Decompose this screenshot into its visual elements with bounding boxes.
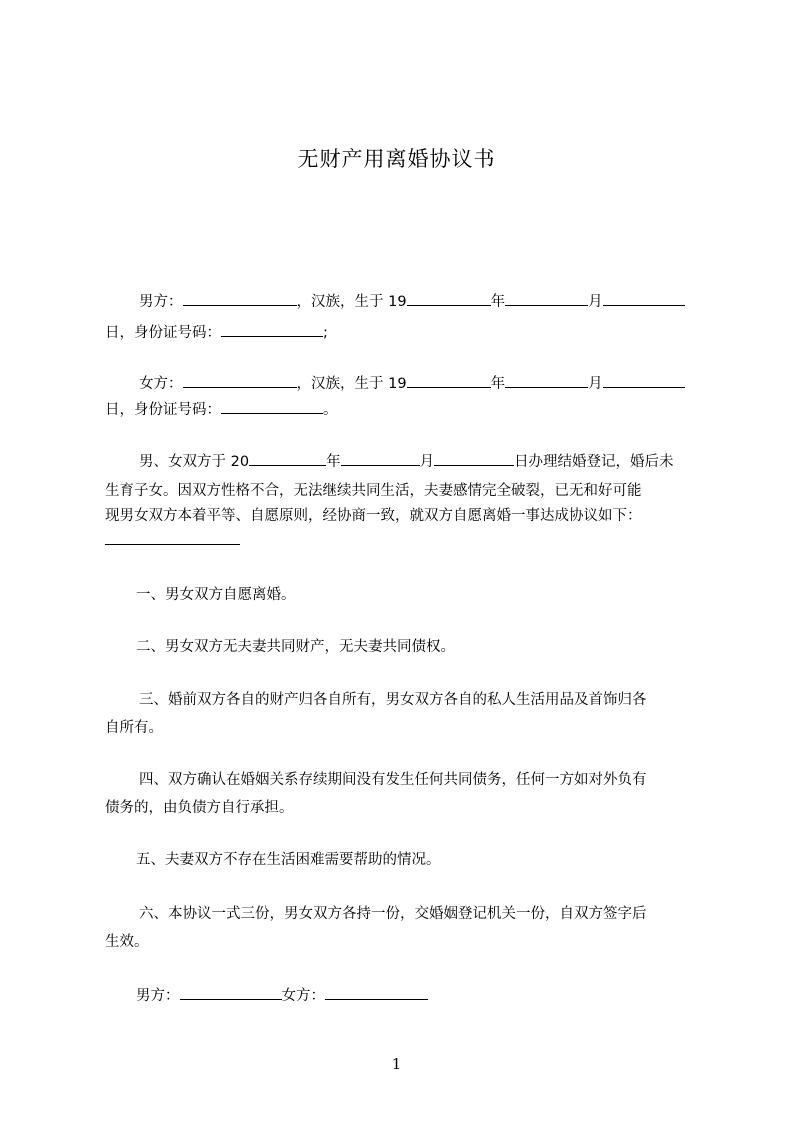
male-id-blank[interactable]	[221, 322, 323, 337]
female-month-label: 月	[588, 376, 603, 392]
female-ethnicity-text: ，汉族，生于 19	[296, 376, 407, 392]
female-year-label: 年	[490, 376, 506, 392]
page-number: 1	[391, 1055, 402, 1073]
male-birth-month-blank[interactable]	[505, 291, 588, 306]
male-year-label: 年	[490, 294, 506, 310]
male-id-label: 日，身份证号码：	[105, 325, 221, 341]
marriage-month-label: 月	[419, 454, 435, 470]
marriage-line-3: 现男女双方本着平等、自愿原则，经协商一致，就双方自愿离婚一事达成协议如下：	[105, 508, 642, 524]
male-name-blank[interactable]	[183, 291, 297, 306]
male-signature-blank[interactable]	[180, 985, 282, 1000]
marriage-day-blank[interactable]	[434, 451, 514, 466]
male-birth-year-blank[interactable]	[407, 291, 491, 306]
signature-line	[136, 985, 428, 1006]
female-id-blank[interactable]	[221, 399, 323, 414]
male-signature-label: 男方：	[136, 988, 180, 1004]
female-label: 女方：	[139, 376, 183, 392]
female-end-punct: 。	[323, 402, 338, 418]
female-birth-day-blank[interactable]	[603, 373, 685, 388]
marriage-start-text: 男、女双方于 20	[139, 454, 250, 470]
female-birth-year-blank[interactable]	[407, 373, 491, 388]
clause-6-line-1: 六、本协议一式三份，男女双方各持一份，交婚姻登记机关一份，自双方签字后	[139, 906, 647, 922]
female-name-blank[interactable]	[183, 373, 297, 388]
male-label: 男方：	[139, 294, 183, 310]
clause-4-line-2: 债务的，由负债方自行承担。	[105, 800, 294, 816]
marriage-month-blank[interactable]	[341, 451, 420, 466]
male-birth-day-blank[interactable]	[603, 291, 685, 306]
male-party-line-2	[105, 322, 328, 343]
clause-3-line-1: 三、婚前双方各自的财产归各自所有，男女双方各自的私人生活用品及首饰归各	[139, 692, 647, 708]
female-signature-blank[interactable]	[325, 985, 428, 1000]
clause-2: 二、男女双方无夫妻共同财产，无夫妻共同债权。	[136, 639, 455, 655]
male-month-label: 月	[588, 294, 603, 310]
female-id-label: 日，身份证号码：	[105, 402, 221, 418]
clause-3-line-2: 自所有。	[105, 720, 163, 736]
agreement-blank[interactable]	[105, 530, 240, 545]
marriage-line-1	[139, 451, 674, 472]
marriage-rest-text: 日办理结婚登记，婚后未	[514, 454, 674, 470]
clause-5: 五、夫妻双方不存在生活困难需要帮助的情况。	[136, 852, 441, 868]
female-party-line-1	[139, 373, 685, 394]
male-end-punct: ;	[323, 325, 328, 341]
agreement-blank-line	[105, 530, 240, 551]
female-signature-label: 女方：	[281, 988, 325, 1004]
clause-6-line-2: 生效。	[105, 934, 149, 950]
clause-1: 一、男女双方自愿离婚。	[136, 587, 296, 603]
document-title: 无财产用离婚协议书	[297, 147, 496, 171]
marriage-line-2: 生育子女。因双方性格不合，无法继续共同生活，夫妻感情完全破裂，已无和好可能	[105, 483, 642, 499]
female-party-line-2	[105, 399, 338, 420]
male-party-line-1	[139, 291, 685, 312]
male-ethnicity-text: ，汉族，生于 19	[296, 294, 407, 310]
marriage-year-blank[interactable]	[249, 451, 326, 466]
marriage-year-label: 年	[326, 454, 341, 470]
clause-4-line-1: 四、双方确认在婚姻关系存续期间没有发生任何共同债务，任何一方如对外负有	[139, 772, 647, 788]
female-birth-month-blank[interactable]	[505, 373, 588, 388]
